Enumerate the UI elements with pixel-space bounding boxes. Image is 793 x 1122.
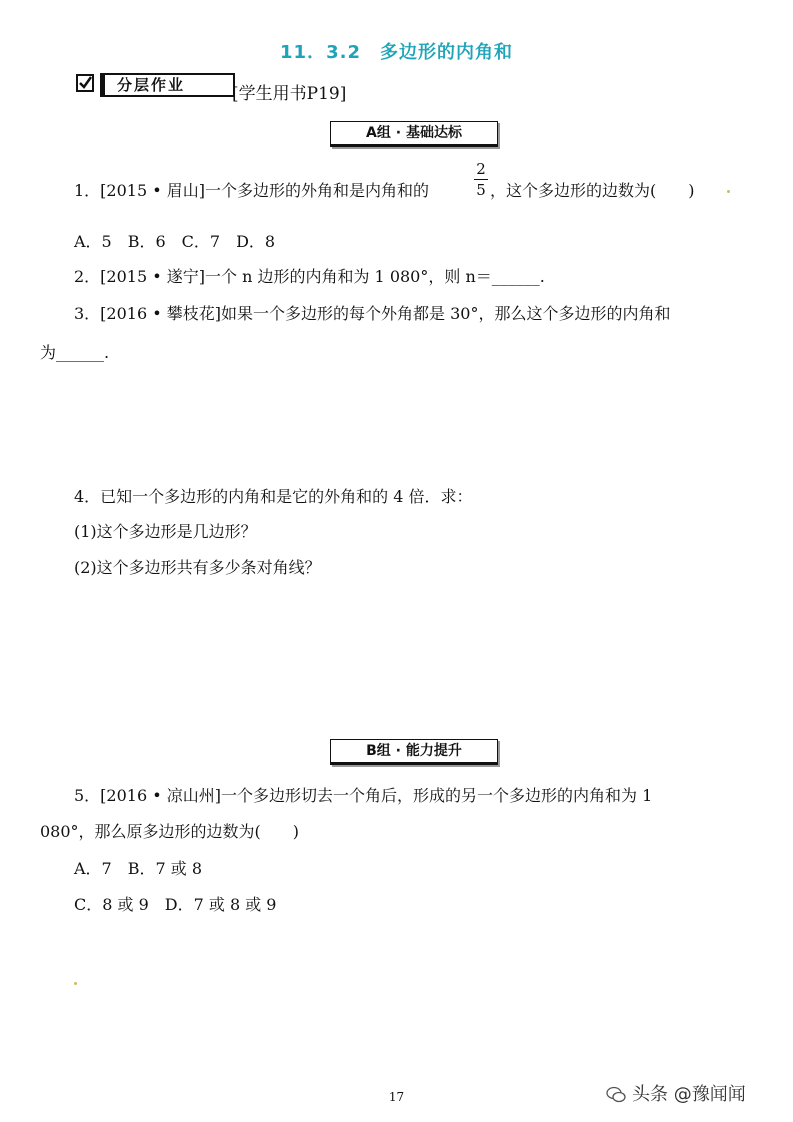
wechat-icon	[606, 1086, 626, 1104]
question-1-stem: 1．[2015 • 眉山]一个多边形的外角和是内角和的	[74, 181, 429, 200]
speck-mark	[727, 190, 730, 193]
fraction-numerator: 2	[476, 160, 486, 178]
question-4-part-1: (1)这个多边形是几边形？	[74, 522, 257, 541]
question-5-line-2: 080°，那么原多边形的边数为( )	[40, 822, 300, 841]
layered-work-label: 分层作业	[100, 73, 235, 97]
watermark	[606, 1080, 746, 1106]
watermark-text: 头条 @豫闻闻	[632, 1084, 746, 1105]
page-title: 11．3.2 多边形的内角和	[280, 42, 513, 63]
question-1-fraction	[474, 160, 488, 199]
question-2-stem: 2．[2015 • 遂宁]一个 n 边形的内角和为 1 080°，则 n＝______.	[74, 267, 545, 286]
question-4-part-2: (2)这个多边形共有多少条对角线？	[74, 558, 321, 577]
group-b-header: B组 · 能力提升	[330, 739, 498, 765]
question-3-line-1: 3．[2016 • 攀枝花]如果一个多边形的每个外角都是 30°，那么这个多边形的内角和	[74, 304, 671, 323]
question-5-options-1: A．7 B．7 或 8	[74, 859, 203, 878]
speck-mark	[74, 982, 77, 985]
question-3-line-2: 为______.	[40, 343, 110, 362]
fraction-bar	[474, 179, 488, 180]
question-5-options-2: C．8 或 9 D．7 或 8 或 9	[74, 895, 277, 914]
question-4-stem: 4．已知一个多边形的内角和是它的外角和的 4 倍．求：	[74, 487, 473, 506]
question-1-stem-end: ，这个多边形的边数为( )	[490, 181, 695, 200]
checkbox-check-icon	[76, 74, 94, 92]
book-reference: [学生用书P19]	[232, 84, 347, 104]
question-5-line-1: 5．[2016 • 凉山州]一个多边形切去一个角后，形成的另一个多边形的内角和为 1	[74, 786, 653, 805]
group-a-header: A组 · 基础达标	[330, 121, 498, 147]
page-number: 17	[388, 1090, 405, 1104]
question-1-options: A．5 B．6 C．7 D．8	[74, 232, 276, 251]
fraction-denominator: 5	[476, 181, 486, 199]
